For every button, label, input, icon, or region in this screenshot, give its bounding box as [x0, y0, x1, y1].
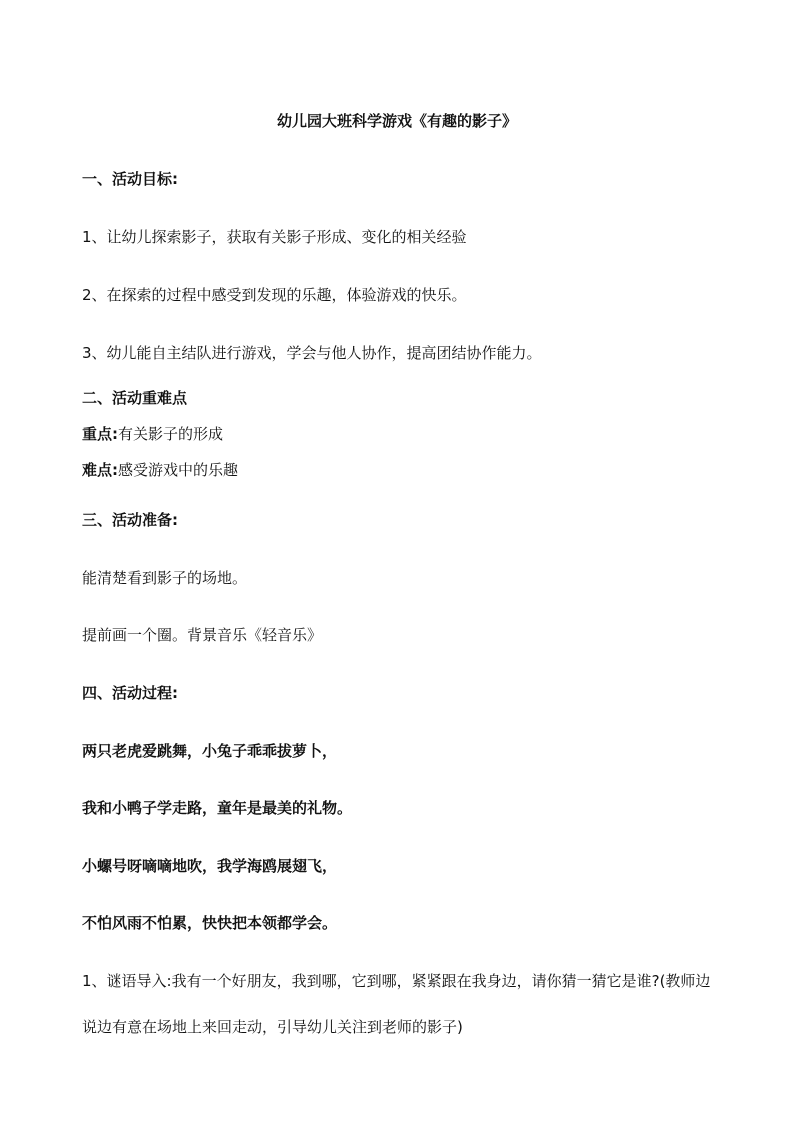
- preparation-item-2: 提前画一个圈。背景音乐《轻音乐》: [82, 626, 323, 644]
- difficulty-text: 感受游戏中的乐趣: [118, 461, 239, 479]
- process-step-1: 1、谜语导入:我有一个好朋友，我到哪，它到哪，紧紧跟在我身边，请你猜一猜它是谁?(教师边说边有意在场地上来回走动，引导幼儿关注到老师的影子): [82, 972, 711, 1036]
- goal-item-3: 3、幼儿能自主结队进行游戏，学会与他人协作，提高团结协作能力。: [82, 344, 542, 362]
- section-heading-process: 四、活动过程:: [82, 684, 178, 702]
- difficulty-line: [82, 459, 714, 481]
- section-heading-key-points: 二、活动重难点: [82, 389, 188, 407]
- section-heading-goals: 一、活动目标:: [82, 170, 178, 188]
- song-line-3: 小螺号呀嘀嘀地吹，我学海鸥展翅飞，: [82, 857, 338, 875]
- preparation-item-1: 能清楚看到影子的场地。: [82, 569, 248, 587]
- difficulty-label: 难点:: [82, 461, 118, 479]
- song-line-2: 我和小鸭子学走路，童年是最美的礼物。: [82, 799, 353, 817]
- goal-item-1: 1、让幼儿探索影子，获取有关影子形成、变化的相关经验: [82, 228, 467, 246]
- song-line-1: 两只老虎爱跳舞，小兔子乖乖拔萝卜，: [82, 742, 338, 760]
- goal-item-2: 2、在探索的过程中感受到发现的乐趣，体验游戏的快乐。: [82, 286, 467, 304]
- song-line-4: 不怕风雨不怕累，快快把本领都学会。: [82, 914, 338, 932]
- key-point-text: 有关影子的形成: [118, 425, 224, 443]
- section-heading-preparation: 三、活动准备:: [82, 511, 178, 529]
- document-title: 幼儿园大班科学游戏《有趣的影子》: [276, 112, 517, 130]
- key-point-line: [82, 423, 714, 445]
- key-point-label: 重点:: [82, 425, 118, 443]
